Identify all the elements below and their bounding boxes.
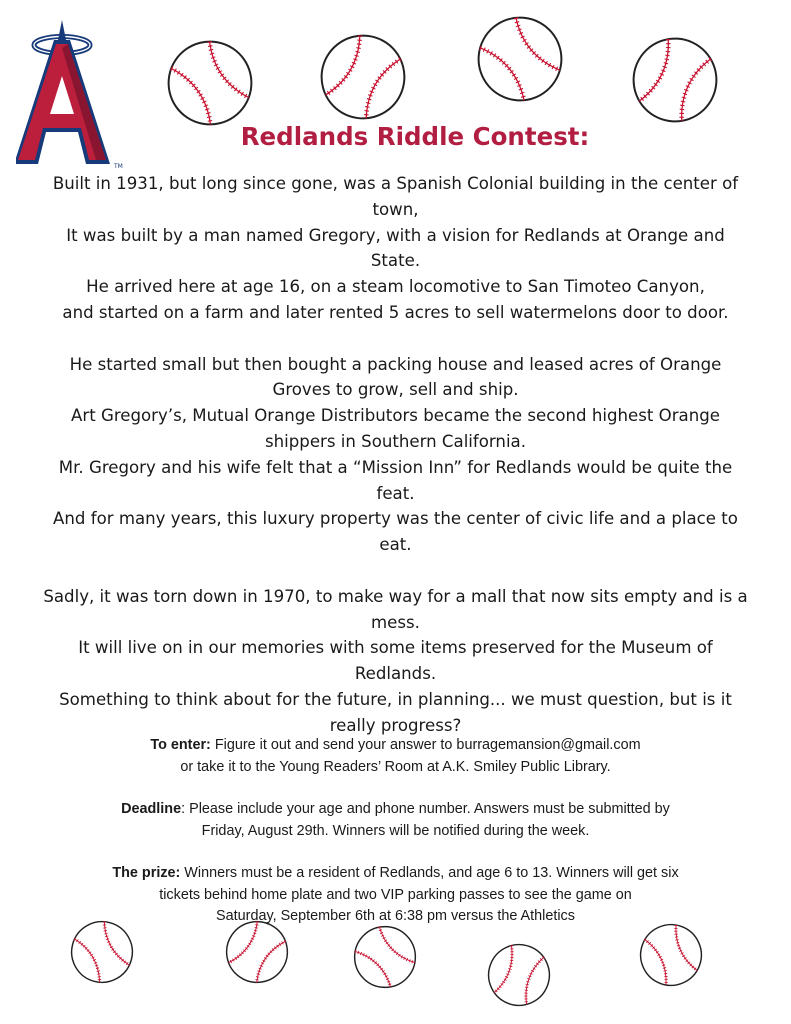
- riddle-line: Something to think about for the future, in planning... we must question, but is it: [59, 689, 732, 709]
- riddle-line: It will live on in our memories with some items preserved for the Museum of: [78, 638, 713, 658]
- angels-logo-icon: [16, 18, 128, 170]
- deadline-text: : Please include your age and phone number. Answers must be submitted by: [181, 801, 670, 817]
- deadline-section: [40, 799, 751, 842]
- riddle-line: And for many years, this luxury property was the center of civic life and a place to: [53, 509, 738, 529]
- riddle-line: and started on a farm and later rented 5 acres to sell watermelons door to door.: [62, 302, 729, 322]
- baseball-icon: [165, 38, 255, 128]
- riddle-line: Built in 1931, but long since gone, was a Spanish Colonial building in the center of: [52, 174, 739, 193]
- deadline-label: Deadline: [121, 801, 182, 817]
- page-title: Redlands Riddle Contest:: [240, 122, 590, 151]
- prize-text: tickets behind home plate and two VIP parking passes to see the game on: [159, 886, 632, 903]
- baseball-icon: [486, 942, 552, 1008]
- stanza-gap: [12, 326, 779, 352]
- riddle-line: really progress?: [329, 715, 462, 735]
- riddle-line: Art Gregory’s, Mutual Orange Distributors became the second highest Orange: [71, 406, 720, 426]
- riddle-line: Redlands.: [354, 664, 437, 684]
- riddle-line: State.: [370, 251, 421, 271]
- enter-text: Figure it out and send your answer to burragemansion@gmail.com: [210, 737, 641, 753]
- baseball-icon: [475, 14, 565, 104]
- riddle-line: mess.: [371, 612, 420, 632]
- riddle-line: Mr. Gregory and his wife felt that a “Mission Inn” for Redlands would be quite the: [58, 457, 733, 477]
- riddle-line: town,: [372, 199, 419, 219]
- riddle-poem: [12, 171, 779, 739]
- riddle-line: He arrived here at age 16, on a steam locomotive to San Timoteo Canyon,: [86, 277, 705, 297]
- riddle-line: shippers in Southern California.: [264, 431, 527, 451]
- deadline-text: Friday, August 29th. Winners will be notified during the week.: [201, 822, 590, 839]
- riddle-line: feat.: [376, 483, 415, 503]
- riddle-line: Sadly, it was torn down in 1970, to make way for a mall that now sits empty and is a: [43, 586, 748, 606]
- riddle-line: Groves to grow, sell and ship.: [272, 380, 519, 400]
- contest-info: [40, 735, 751, 949]
- baseball-icon: [318, 32, 408, 122]
- riddle-line: It was built by a man named Gregory, with a vision for Redlands at Orange and: [66, 225, 725, 245]
- prize-section: [40, 863, 751, 928]
- stanza-gap: [12, 558, 779, 584]
- riddle-line: eat.: [379, 535, 412, 555]
- trademark-mark: TM: [114, 163, 123, 170]
- enter-text: or take it to the Young Readers’ Room at A.K. Smiley Public Library.: [180, 758, 611, 775]
- enter-label: To enter:: [150, 737, 211, 753]
- baseball-icon: [630, 35, 720, 125]
- enter-section: [40, 735, 751, 778]
- prize-text: Winners must be a resident of Redlands, and age 6 to 13. Winners will get six: [180, 865, 679, 881]
- prize-text: Saturday, September 6th at 6:38 pm versus the Athletics: [216, 908, 575, 924]
- riddle-line: He started small but then bought a packing house and leased acres of Orange: [69, 354, 722, 374]
- prize-label: The prize:: [112, 865, 181, 881]
